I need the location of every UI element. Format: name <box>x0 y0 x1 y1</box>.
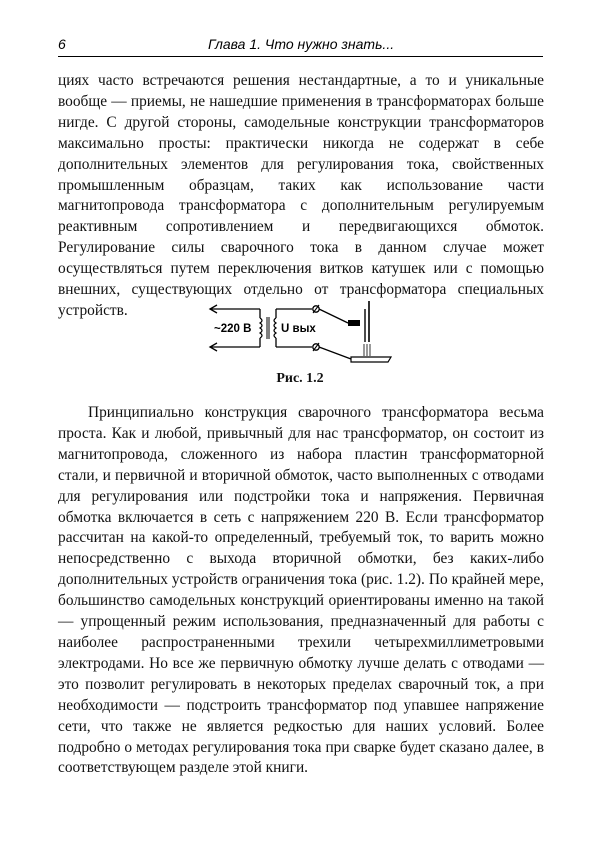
primary-coil <box>260 318 262 338</box>
output-voltage-label: U вых <box>281 323 316 335</box>
page-number: 6 <box>58 36 66 52</box>
workpiece <box>351 357 391 362</box>
body-paragraph-2: Принципиально конструкция сварочного трансформатора весьма проста. Как и любой, привычный для нас трансформатор, он состоит из магнитопровода, сложенного из набора пластин трансформаторной стали, и первичной и вторичной обмоток, часто выполненных с отводами для регулирования или подстройки тока и напряжения. Первичная обмотка включается в сеть с напряжением 220 В. Если трансформатор рассчитан на какой-то определенный, требуемый ток, то варить можно непосредственно с выхода вторичной обмотки, без каких-либо дополнительных устройств ограничения тока (рис. 1.2). По крайней мере, большинство самодельных конструкций ориентированы именно на такой — упрощенный режим использования, предназначенный для работы с наиболее распространенными трехили четырехмиллиметровыми электродами. Но все же первичную обмотку лучше делать с отводами — это позволит регулировать в некоторых пределах сварочный ток, а при необходимости — подстроить трансформатор под упавшее напряжение сети, что также не является редкостью для наших условий. Более подробно о методах регулирования тока при сварке будет сказано далее, в соответствующем разделе этой книги. <box>58 404 544 777</box>
electrode-holder <box>348 320 360 326</box>
figure-caption: Рис. 1.2 <box>276 371 324 386</box>
body-paragraph-1: циях часто встречаются решения нестандартные, а то и уникальные вообще — приемы, не нашедшие применения в трансформаторах больше нигде. С другой стороны, самодельные конструкции трансформаторов максимально просты: практически никогда не содержат в себе дополнительных элементов для регулирования тока, свойственных промышленным образцам, таких как использование части магнитопровода трансформатора с дополнительным регулируемым реактивным сопротивлением и передвигающихся обмоток. Регулирование силы сварочного тока в данном случае может осуществляться путем переключения витков катушек или с помощью внешних, существующих отдельно от трансформатора специальных устройств. <box>58 72 544 319</box>
running-head <box>58 36 543 57</box>
chapter-title: Глава 1. Что нужно знать... <box>208 36 395 52</box>
input-voltage-label: ~220 В <box>214 323 252 335</box>
electrode-cable <box>319 309 348 323</box>
transformer-diagram <box>208 299 393 365</box>
work-cable <box>319 347 351 359</box>
transformer-schematic <box>208 299 393 365</box>
secondary-coil <box>274 318 276 338</box>
